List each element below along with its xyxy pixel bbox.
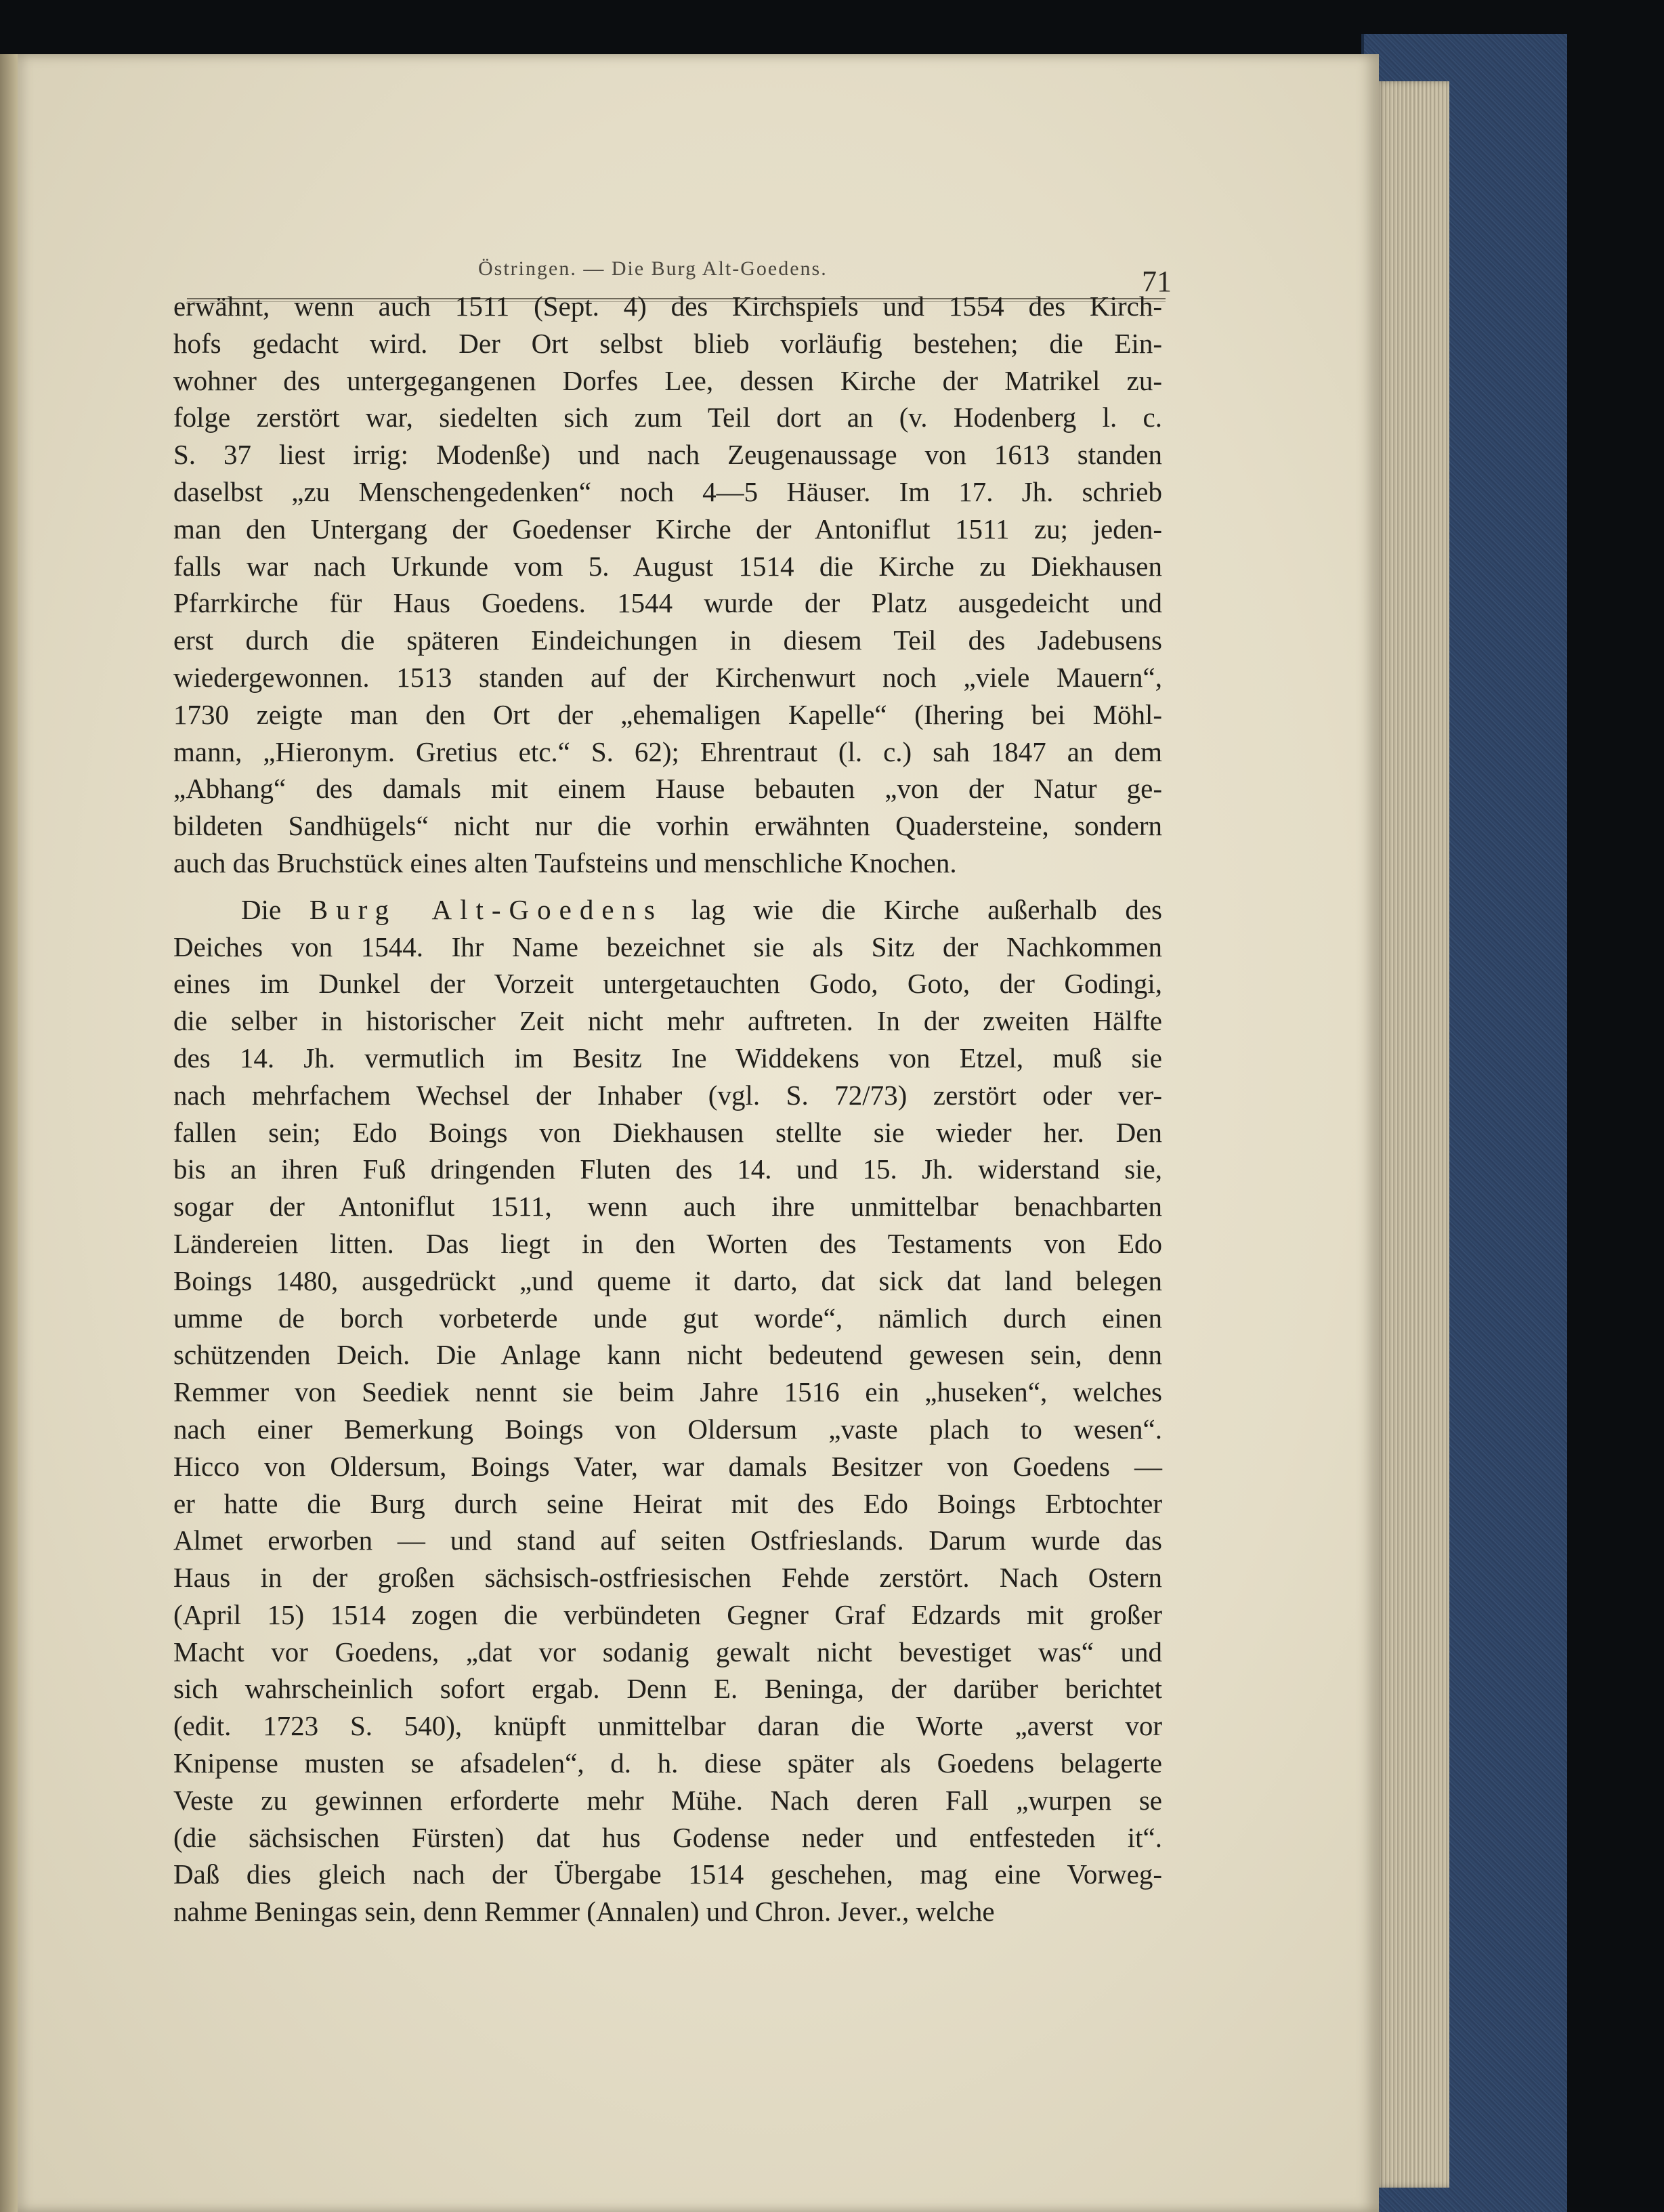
text-line: Daß dies gleich nach der Übergabe 1514 geschehen, mag eine Vorweg-	[173, 1858, 1162, 1890]
burg-alt-goedens-spaced: Burg Alt-Goedens	[309, 893, 663, 925]
page-number: 71	[1142, 265, 1172, 298]
text-line: Pfarrkirche für Haus Goedens. 1544 wurde der Platz ausgedeicht und	[173, 587, 1162, 619]
text-line: Deiches von 1544. Ihr Name bezeichnet sie als Sitz der Nachkommen	[173, 931, 1162, 962]
page-header	[160, 196, 1176, 298]
body-text	[173, 288, 1162, 1930]
text-line: bildeten Sandhügels“ nicht nur die vorhin erwähnten Quadersteine, sondern	[173, 810, 1162, 842]
text-line: nahme Beningas sein, denn Remmer (Annalen) und Chron. Jever., welche	[173, 1896, 995, 1928]
text-line: S. 37 liest irrig: Modenße) und nach Zeugenaussage von 1613 standen	[173, 439, 1162, 471]
text-line: sich wahrscheinlich sofort ergab. Denn E. Beninga, der darüber berichtet	[173, 1673, 1162, 1705]
text-line: (edit. 1723 S. 540), knüpft unmittelbar daran die Worte „averst vor	[173, 1710, 1162, 1742]
text-line: mann, „Hieronym. Gretius etc.“ S. 62); Ehrentraut (l. c.) sah 1847 an dem	[173, 736, 1162, 767]
text-line: folge zerstört war, siedelten sich zum Teil dort an (v. Hodenberg l. c.	[173, 402, 1162, 433]
first-line-suffix: lag wie die Kirche außerhalb des	[691, 893, 1163, 925]
text-line: hofs gedacht wird. Der Ort selbst blieb vorläufig bestehen; die Ein-	[173, 327, 1162, 359]
text-line: nach einer Bemerkung Boings von Oldersum „vaste plach to wesen“.	[173, 1413, 1162, 1445]
text-line: 1730 zeigte man den Ort der „ehemaligen Kapelle“ (Ihering bei Möhl-	[173, 698, 1162, 730]
text-line: bis an ihren Fuß dringenden Fluten des 14. und 15. Jh. widerstand sie,	[173, 1153, 1162, 1185]
text-line: man den Untergang der Goedenser Kirche der Antoniflut 1511 zu; jeden-	[173, 513, 1162, 545]
text-line: nach mehrfachem Wechsel der Inhaber (vgl. S. 72/73) zerstört oder ver-	[173, 1079, 1162, 1111]
text-line: Haus in der großen sächsisch-ostfriesischen Fehde zerstört. Nach Ostern	[173, 1562, 1162, 1594]
text-line: Hicco von Oldersum, Boings Vater, war damals Besitzer von Goedens —	[173, 1450, 1162, 1482]
running-title: Östringen. — Die Burg Alt-Goedens.	[478, 257, 828, 280]
text-line: Boings 1480, ausgedrückt „und queme it darto, dat sick dat land belegen	[173, 1264, 1162, 1296]
text-line: wiedergewonnen. 1513 standen auf der Kirchenwurt noch „viele Mauern“,	[173, 661, 1162, 693]
text-line: „Abhang“ des damals mit einem Hause bebauten „von der Natur ge-	[173, 773, 1162, 805]
paragraph-2	[173, 891, 1162, 1930]
text-line: des 14. Jh. vermutlich im Besitz Ine Widdekens von Etzel, muß sie	[173, 1042, 1162, 1073]
text-line: wohner des untergegangenen Dorfes Lee, dessen Kirche der Matrikel zu-	[173, 364, 1162, 396]
text-line: Remmer von Seediek nennt sie beim Jahre 1516 ein „huseken“, welches	[173, 1376, 1162, 1408]
text-line: sogar der Antoniflut 1511, wenn auch ihre unmittelbar benachbarten	[173, 1191, 1162, 1222]
text-line: auch das Bruchstück eines alten Taufsteins und menschliche Knochen.	[173, 847, 957, 878]
text-line: schützenden Deich. Die Anlage kann nicht bedeutend gewesen sein, denn	[173, 1339, 1162, 1371]
text-line: Macht vor Goedens, „dat vor sodanig gewalt nicht bevestiget was“ und	[173, 1636, 1162, 1667]
text-line: Almet erworben — und stand auf seiten Ostfrieslands. Darum wurde das	[173, 1525, 1162, 1556]
text-line: (April 15) 1514 zogen die verbündeten Gegner Graf Edzards mit großer	[173, 1598, 1162, 1630]
text-line: erst durch die späteren Eindeichungen in diesem Teil des Jadebusens	[173, 624, 1162, 656]
paragraph-1	[173, 288, 1162, 882]
first-line-prefix: Die	[241, 893, 282, 925]
text-line: daselbst „zu Menschengedenken“ noch 4—5 Häuser. Im 17. Jh. schrieb	[173, 475, 1162, 507]
text-line: falls war nach Urkunde vom 5. August 1514 die Kirche zu Diekhausen	[173, 550, 1162, 582]
facing-page-edge	[0, 54, 18, 2212]
text-line: umme de borch vorbeterde unde gut worde“, nämlich durch einen	[173, 1302, 1162, 1334]
page-edges	[1375, 81, 1449, 2188]
text-line: er hatte die Burg durch seine Heirat mit des Edo Boings Erbtochter	[173, 1487, 1162, 1519]
text-line: die selber in historischer Zeit nicht mehr auftreten. In der zweiten Hälfte	[173, 1005, 1162, 1037]
text-line: Ländereien litten. Das liegt in den Worten des Testaments von Edo	[173, 1227, 1162, 1259]
text-line: fallen sein; Edo Boings von Diekhausen stellte sie wieder her. Den	[173, 1116, 1162, 1148]
paragraph-2-first-line	[173, 891, 1162, 929]
text-line: Veste zu gewinnen erforderte mehr Mühe. Nach deren Fall „wurpen se	[173, 1784, 1162, 1816]
text-line: Knipense musten se afsadelen“, d. h. diese später als Goedens belagerte	[173, 1747, 1162, 1779]
text-line: eines im Dunkel der Vorzeit untergetauchten Godo, Goto, der Godingi,	[173, 968, 1162, 1000]
text-line: (die sächsischen Fürsten) dat hus Godense neder und entfesteden it“.	[173, 1821, 1162, 1853]
text-line: erwähnt, wenn auch 1511 (Sept. 4) des Kirchspiels und 1554 des Kirch-	[173, 291, 1162, 322]
